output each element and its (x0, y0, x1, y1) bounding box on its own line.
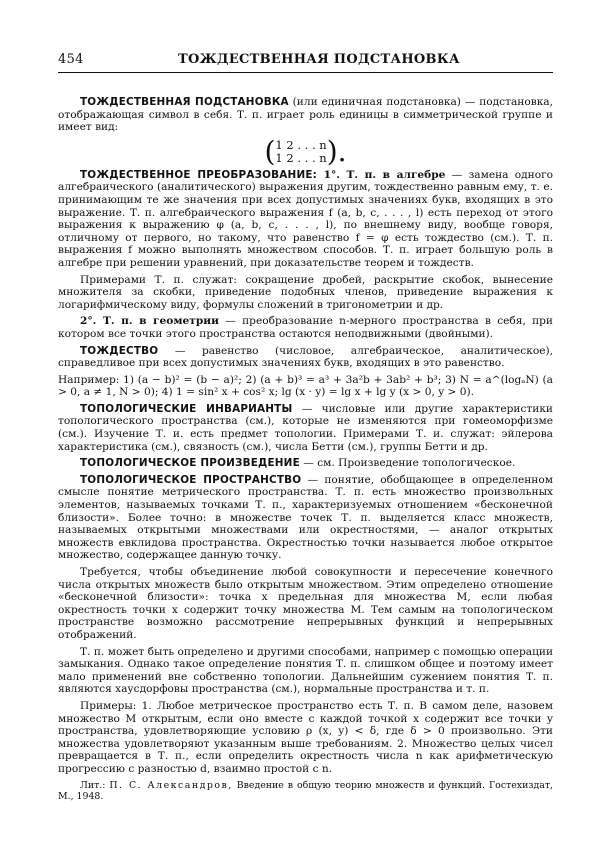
entry-topological-product (58, 457, 553, 470)
entry-text: — равенство (числовое, алгебраическое, аналитическое), справедливое при всех допустимых значениях букв, входящих в это равенство. (58, 344, 553, 370)
entry-paragraph (58, 566, 553, 642)
matrix-row-1: 1 2 . . . n (275, 137, 327, 152)
substitution-matrix (58, 134, 553, 168)
entry-text: Т. п. может быть определено и другими способами, например с помощью операции замыкания. Однако такое определение понятия Т. п. слишком общее и поэтому имеет мало применений вне собственно топологии. Дальнейшим сужением понятия Т. п. являются хаусдорфовы пространства (см.), нормальные пространства и т. п. (58, 645, 553, 696)
entry-paragraph (58, 700, 553, 776)
running-title: ТОЖДЕСТВЕННАЯ ПОДСТАНОВКА (178, 52, 460, 67)
entry-subheading: Т. п. в геометрии (96, 315, 219, 328)
entry-identity-substitution (58, 96, 553, 134)
entry-topological-space (58, 474, 553, 562)
entry-topological-invariants (58, 403, 553, 453)
literature-author: П. С. Александров, (109, 779, 233, 791)
entry-text: (или единичная подстановка) — подстановка, отображающая символ в себя. Т. п. играет роль единицы в симметрической группе и имеет вид: (58, 96, 553, 134)
matrix-open-bracket: ( (264, 134, 276, 168)
entry-subheading-number: 2°. (80, 315, 97, 328)
entry-text: Примеры: 1. Любое метрическое пространство есть Т. п. В самом деле, назовем множество M открытым, если оно вместе с каждой точкой x содержит все точки y пространства, удовлетворяющие условию ρ (x, y) < δ, где δ > 0 произвольно. Эти множества удовлетворяют указанным выше требованиям. 2. Множество целых чисел превращается в Т. п., если определить окрестность числа n как арифметическую прогрессию с разностью d, взаимно простой с n. (58, 699, 553, 775)
entry-subheading: 1°. Т. п. в алгебре (317, 168, 446, 181)
literature-reference (58, 780, 553, 803)
entry-headword: ТОЖДЕСТВЕННОЕ ПРЕОБРАЗОВАНИЕ: (80, 168, 317, 181)
entry-paragraph (58, 274, 553, 312)
entry-text: Примерами Т. п. служат: сокращение дробей, раскрытие скобок, вынесение множителя за скобки, приведение подобных членов, приведение выражения к логарифмическому виду, формулы сложений в тригонометрии и др. (58, 273, 553, 311)
literature-title: Введение в общую теорию множеств и функций. Гостехиздат, М., 1948. (58, 779, 553, 802)
entry-text: — замена одного алгебраического (аналитического) выражения другим, тождественно равным ему, т. е. принимающим те же значения при всех допустимых значениях букв, входящих в это выражение. Т. п. алгебраического выражения f (a, b, c, . . . , l) есть переход от этого выражения к выражению φ (a, b, c, . . . , l), по внешнему виду, вообще говоря, отличному от первого, но такому, что равенство f = φ есть тождество (см.). Т. п. выражения f можно выполнять множеством способов. Т. п. играет большую роль в алгебре при решении уравнений, при доказательстве теорем и тождеств. (58, 168, 553, 269)
entry-headword: ТОПОЛОГИЧЕСКИЕ ИНВАРИАНТЫ (80, 402, 293, 415)
entry-identity-transformation (58, 169, 553, 270)
entry-headword: ТОПОЛОГИЧЕСКОЕ ПРОСТРАНСТВО (80, 473, 302, 486)
entry-text: — числовые или другие характеристики топологического пространства (см.), которые не изменяются при гомеоморфизме (см.). Изучение Т. и. есть предмет топологии. Примерами Т. и. служат: эйлерова характеристика (см.), связность (см.), числа Бетти (см.), группы Бетти и др. (58, 402, 553, 453)
page-header (58, 50, 553, 73)
entry-formulas (58, 374, 553, 399)
entry-identity (58, 345, 553, 370)
entry-text: Требуется, чтобы объединение любой совокупности и пересечение конечного числа открытых множеств было открытым множеством. Этим определено отношение «бесконечной близости»: точка x предельная для множества M, если любая окрестность точки x содержит точку множества M. Тем самым на топологическом пространстве возможно рассмотрение непрерывных функций и непрерывных отображений. (58, 566, 553, 641)
identity-examples: Например: 1) (a − b)² = (b − a)²; 2) (a + b)³ = a³ + 3a²b + 3ab² + b³; 3) N = a^(logₐN) (a > 0, a ≠ 1, N > 0); 4) 1 = sin² x + cos² x; lg (x · y) = lg x + lg y (x > 0, y > 0). (58, 373, 553, 399)
literature-label: Лит.: (80, 779, 110, 791)
entry-headword: ТОЖДЕСТВО (80, 344, 159, 357)
matrix-close-bracket: ). (326, 134, 347, 168)
page-number: 454 (58, 52, 84, 67)
entry-text: — см. Произведение топологическое. (299, 457, 516, 470)
entry-text: — преобразование n-мерного пространства в себя, при котором все точки этого пространства остаются неподвижными (двойными). (58, 315, 553, 340)
entry-headword: ТОЖДЕСТВЕННАЯ ПОДСТАНОВКА (80, 96, 289, 108)
page-body (58, 96, 553, 807)
entry-headword: ТОПОЛОГИЧЕСКОЕ ПРОИЗВЕДЕНИЕ (80, 457, 300, 470)
matrix-row-2: 1 2 . . . n (275, 150, 327, 165)
entry-text: — понятие, обобщающее в определенном смысле понятие метрического пространства. Т. п. есть множество произвольных элементов, называемых точками Т. п., характеризуемых отношением «бесконечной близости». Более точно: в множестве точек Т. п. выделяется класс множеств, называемых открытыми множествами или окрестностями, — аналог открытых множеств евклидова пространства. Окрестностью точки называется любое открытое множество, содержащее данную точку. (58, 473, 553, 562)
entry-paragraph (58, 646, 553, 696)
entry-paragraph (58, 315, 553, 340)
